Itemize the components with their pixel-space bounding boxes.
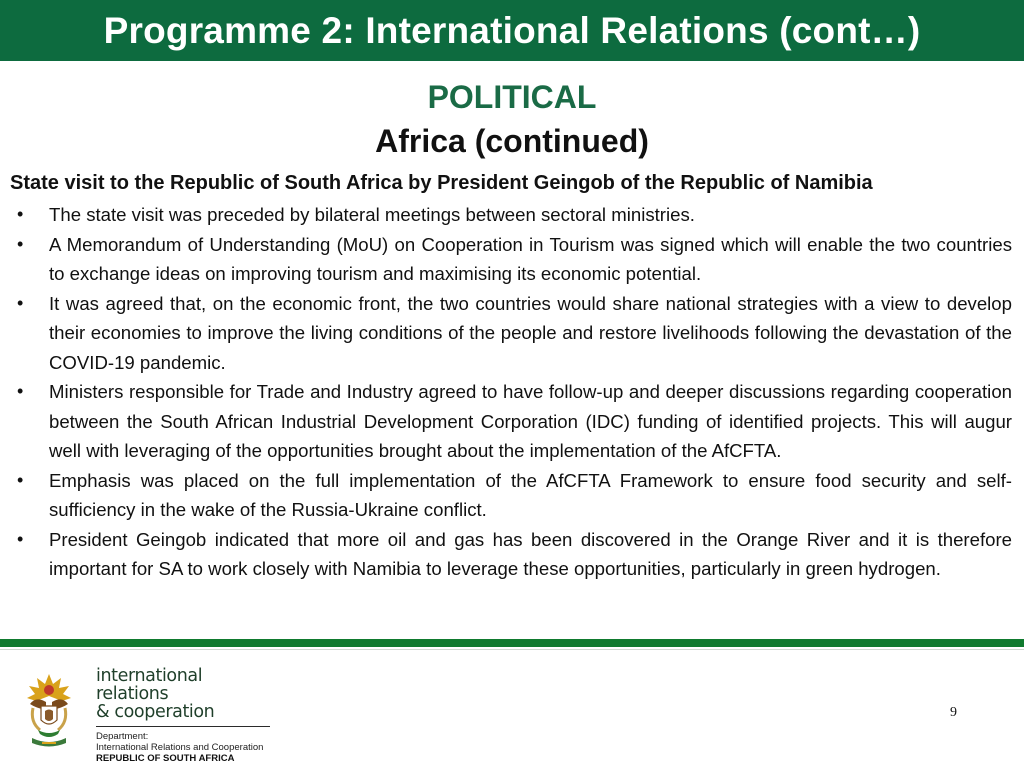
slide-title: Programme 2: International Relations (cont…) bbox=[103, 9, 921, 51]
bullet-list bbox=[17, 200, 1012, 584]
country-name: REPUBLIC OF SOUTH AFRICA bbox=[96, 753, 235, 764]
bullet-icon: • bbox=[17, 292, 24, 313]
bullet-item bbox=[17, 525, 1012, 584]
bullet-item bbox=[17, 230, 1012, 289]
bullet-text: Emphasis was placed on the full implementation of the AfCFTA Framework to ensure food security and self-sufficiency in the wake of the Russia-Ukraine conflict. bbox=[49, 469, 1012, 520]
footer-divider-thin bbox=[0, 649, 1024, 650]
bullet-text: President Geingob indicated that more oil and gas has been discovered in the Orange River and it is therefore important for SA to work closely with Namibia to leverage these opportunities, particularly in green hydrogen. bbox=[49, 528, 1012, 579]
footer-divider bbox=[0, 639, 1024, 647]
dept-brand-line1: international relations bbox=[96, 666, 203, 704]
bullet-item bbox=[17, 200, 1012, 230]
topic-heading: State visit to the Republic of South Africa by President Geingob of the Republic of Namibia bbox=[10, 172, 873, 194]
bullet-icon: • bbox=[17, 381, 24, 401]
bullet-icon: • bbox=[17, 233, 24, 254]
dept-label: Department: bbox=[96, 731, 149, 742]
dept-divider bbox=[96, 726, 270, 727]
bullet-icon: • bbox=[17, 204, 24, 224]
bullet-icon: • bbox=[17, 469, 24, 490]
coat-of-arms-icon bbox=[24, 670, 74, 750]
section-heading-political: POLITICAL bbox=[427, 79, 597, 115]
bullet-item bbox=[17, 377, 1012, 466]
bullet-icon: • bbox=[17, 528, 24, 549]
bullet-text: Ministers responsible for Trade and Industry agreed to have follow-up and deeper discussions regarding cooperation between the South African Industrial Development Corporation (IDC) funding of identified projects. This will augur well with leveraging of the opportunities brought about the implementation of the AfCFTA. bbox=[49, 381, 1012, 461]
bullet-text: The state visit was preceded by bilateral meetings between sectoral ministries. bbox=[49, 204, 695, 225]
bullet-item bbox=[17, 289, 1012, 378]
title-bar bbox=[0, 0, 1024, 61]
dept-brand-line2: & cooperation bbox=[96, 702, 215, 722]
dept-name: International Relations and Cooperation bbox=[96, 742, 264, 753]
department-logo-text bbox=[96, 667, 272, 764]
bullet-text: A Memorandum of Understanding (MoU) on Cooperation in Tourism was signed which will enable the two countries to exchange ideas on improving tourism and maximising its economic potential. bbox=[49, 233, 1012, 284]
bullet-text: It was agreed that, on the economic front, the two countries would share national strategies with a view to develop their economies to improve the living conditions of the people and restore livelihoods following the devastation of the COVID-19 pandemic. bbox=[49, 292, 1012, 373]
page-number: 9 bbox=[950, 705, 957, 720]
slide-subtitle: Africa (continued) bbox=[375, 123, 649, 159]
bullet-item bbox=[17, 466, 1012, 525]
